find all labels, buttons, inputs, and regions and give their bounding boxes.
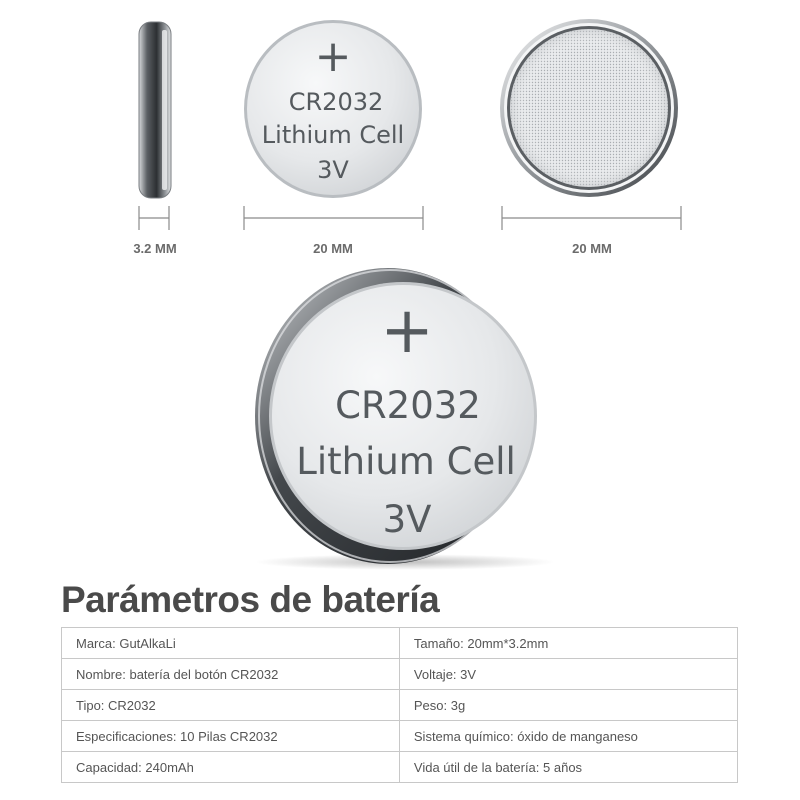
spec-type: Tipo: CR2032 [62, 690, 400, 721]
battery-hero-image [255, 268, 555, 570]
dimension-label-thickness: 3.2 MM [133, 241, 177, 256]
battery-side-view [139, 22, 171, 198]
table-row [62, 690, 738, 721]
dimension-label-front-diameter: 20 MM [313, 241, 353, 256]
battery-front-face [244, 20, 422, 198]
spec-voltage: Voltaje: 3V [399, 659, 737, 690]
front-type-text: Lithium Cell [261, 121, 405, 149]
dimension-marker-front-diameter [244, 206, 423, 230]
params-table [61, 627, 738, 783]
spec-shelf-life: Vida útil de la batería: 5 años [399, 752, 737, 783]
spec-chemistry: Sistema químico: óxido de manganeso [399, 721, 737, 752]
params-title: Parámetros de batería [61, 579, 440, 620]
table-row [62, 721, 738, 752]
table-row [62, 659, 738, 690]
hero-voltage-text: 3V [382, 498, 432, 541]
dimension-marker-thickness [139, 206, 169, 230]
front-model-text: CR2032 [288, 88, 384, 116]
spec-size: Tamaño: 20mm*3.2mm [399, 628, 737, 659]
dimension-marker-back-diameter [502, 206, 681, 230]
battery-back-face [500, 19, 678, 197]
hero-plus-symbol: + [380, 294, 434, 368]
table-row [62, 628, 738, 659]
spec-weight: Peso: 3g [399, 690, 737, 721]
front-plus-symbol: + [314, 31, 352, 82]
front-voltage-text: 3V [317, 156, 349, 184]
spec-name: Nombre: batería del botón CR2032 [62, 659, 400, 690]
hero-model-text: CR2032 [335, 384, 481, 427]
spec-capacity: Capacidad: 240mAh [62, 752, 400, 783]
table-row [62, 752, 738, 783]
spec-specifications: Especificaciones: 10 Pilas CR2032 [62, 721, 400, 752]
spec-brand: Marca: GutAlkaLi [62, 628, 400, 659]
dimension-label-back-diameter: 20 MM [572, 241, 612, 256]
hero-type-text: Lithium Cell [296, 440, 516, 483]
